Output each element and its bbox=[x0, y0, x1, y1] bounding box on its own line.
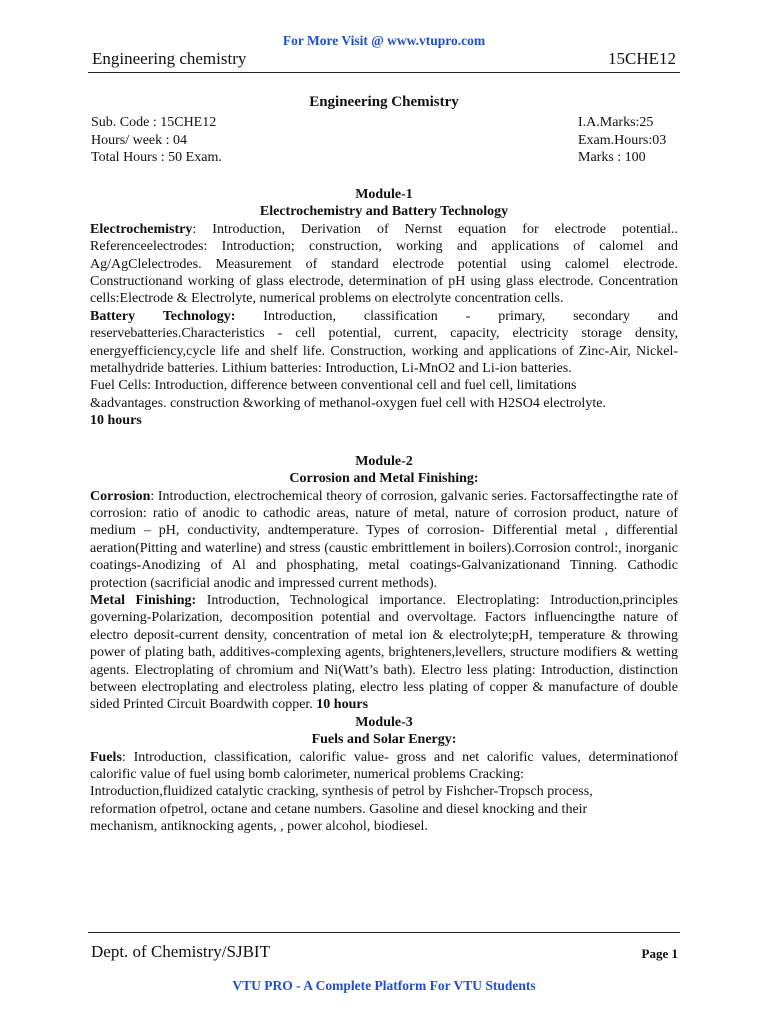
module-2-heading: Module-2 bbox=[355, 453, 413, 469]
document-title: Engineering Chemistry bbox=[309, 94, 459, 110]
topic-label: Corrosion bbox=[90, 488, 151, 504]
topic-label: Fuels bbox=[90, 749, 122, 765]
module-1-paragraph-battery bbox=[90, 308, 678, 378]
marks: Marks : 100 bbox=[578, 150, 646, 165]
paragraph-text: : Introduction, electrochemical theory of corrosion, galvanic series. Factorsaffectingthe rate of corrosion: ratio of anodic to cathodic areas, nature of metal, nature of corrosion product, nature of medium – pH, conductivity, andtemperature. Types of corrosion- Differential metal , differential aeration(Pitting and waterline) and stress (caustic embrittlement in boilers).Corrosion control:, inorganic coatings-Anodizing of Al and phosphating, metal coatings-Galvanizationand Tinning. Cathodic protection (sacrificial anodic and impressed current methods). bbox=[90, 488, 678, 591]
page-number: Page 1 bbox=[641, 946, 678, 961]
course-info-right bbox=[578, 114, 666, 167]
visit-link[interactable]: For More Visit @ www.vtupro.com bbox=[282, 33, 486, 48]
module-1-subheading: Electrochemistry and Battery Technology bbox=[259, 204, 509, 220]
module-1-hours bbox=[90, 412, 678, 429]
exam-hours: Exam.Hours:03 bbox=[578, 132, 667, 148]
hours-label: 10 hours bbox=[90, 413, 142, 429]
header-code: 15CHE12 bbox=[608, 49, 676, 68]
topic-label: Battery Technology: bbox=[90, 308, 236, 324]
module-1-paragraph-electrochemistry bbox=[90, 221, 678, 308]
footer-tagline[interactable]: VTU PRO - A Complete Platform For VTU Students bbox=[232, 978, 536, 993]
module-2-paragraph-metal-finishing bbox=[90, 592, 678, 714]
hours-label: 10 hours bbox=[316, 697, 369, 713]
module-3-subheading: Fuels and Solar Energy: bbox=[311, 732, 457, 748]
module-3-line-3: mechanism, antiknocking agents, , power alcohol, biodiesel. bbox=[90, 819, 428, 835]
module-1-fuel-cells-line-1: Fuel Cells: Introduction, difference between conventional cell and fuel cell, limitations bbox=[90, 378, 577, 394]
paragraph-text: Introduction, classification - primary, secondary and reservebatteries.Characteristics - cell potential, current, capacity, electricity storage density, energyefficiency,cycle life and shelf life. Construction, working and applications of Zinc-Air, Nickel- metalhydride batteries. Lithium batteries: Introduction, Li-MnO2 and Li-ion batteries. bbox=[90, 308, 678, 377]
module-3-line-1: Introduction,fluidized catalytic cracking, synthesis of petrol by Fishcher-Tropsch process, bbox=[90, 784, 593, 800]
module-2-paragraph-corrosion bbox=[90, 488, 678, 592]
paragraph-text: : Introduction, classification, calorific value- gross and net calorific values, determinationof calorific value of fuel using bomb calorimeter, numerical problems Cracking: bbox=[90, 749, 678, 782]
topic-label: Electrochemistry bbox=[90, 221, 193, 237]
syllabus-content bbox=[90, 186, 678, 836]
footer-divider bbox=[88, 932, 680, 933]
header-divider bbox=[88, 72, 680, 73]
paragraph-text: : Introduction, Derivation of Nernst equation for electrode potential.. Referenceelectrodes: Introduction; construction, working and applications of calomel and Ag/AgClelectrodes. Measurement of standard electrode potential using calomel electrode. Constructionand working of glass electrode, determination of pH using glass electrode. Concentration cells:Electrode & Electrolyte, numerical problems on electrolyte concentration cells. bbox=[90, 221, 678, 307]
total-hours: Total Hours : 50 Exam. bbox=[91, 150, 222, 165]
sub-code: Sub. Code : 15CHE12 bbox=[91, 115, 217, 130]
topic-label: Metal Finishing: bbox=[90, 592, 197, 608]
module-3-heading: Module-3 bbox=[355, 714, 413, 730]
spacer bbox=[90, 430, 678, 447]
module-3-line-2: reformation ofpetrol, octane and cetane numbers. Gasoline and diesel knocking and their bbox=[90, 801, 588, 817]
module-3-paragraph-fuels bbox=[90, 749, 678, 784]
ia-marks: I.A.Marks:25 bbox=[578, 115, 654, 130]
footer-department: Dept. of Chemistry/SJBIT bbox=[91, 942, 270, 961]
hours-per-week: Hours/ week : 04 bbox=[91, 132, 188, 148]
paragraph-text: Introduction, Technological importance. Electroplating: Introduction,principles governing-Polarization, decomposition potential and overvoltage. Factors influencingthe nature of electro deposit-current density, concentration of metal ion & electrolyte;pH, temperature & throwing power of plating bath, additives-complexing agents, brighteners,levellers, structure modifiers & wetting agents. Electroplating of chromium and Ni(Watt’s bath). Electro less plating: Introduction, distinction between electroplating and electroless plating, electro less plating of copper & manufacture of double sided Printed Circuit Boardwith copper. bbox=[90, 592, 678, 713]
course-info-left bbox=[91, 114, 222, 167]
module-2-subheading: Corrosion and Metal Finishing: bbox=[289, 471, 479, 487]
module-1-heading: Module-1 bbox=[355, 187, 413, 202]
module-1-fuel-cells-line-2: &advantages. construction &working of methanol-oxygen fuel cell with H2SO4 electrolyte. bbox=[90, 395, 606, 411]
header-subject: Engineering chemistry bbox=[92, 49, 247, 68]
